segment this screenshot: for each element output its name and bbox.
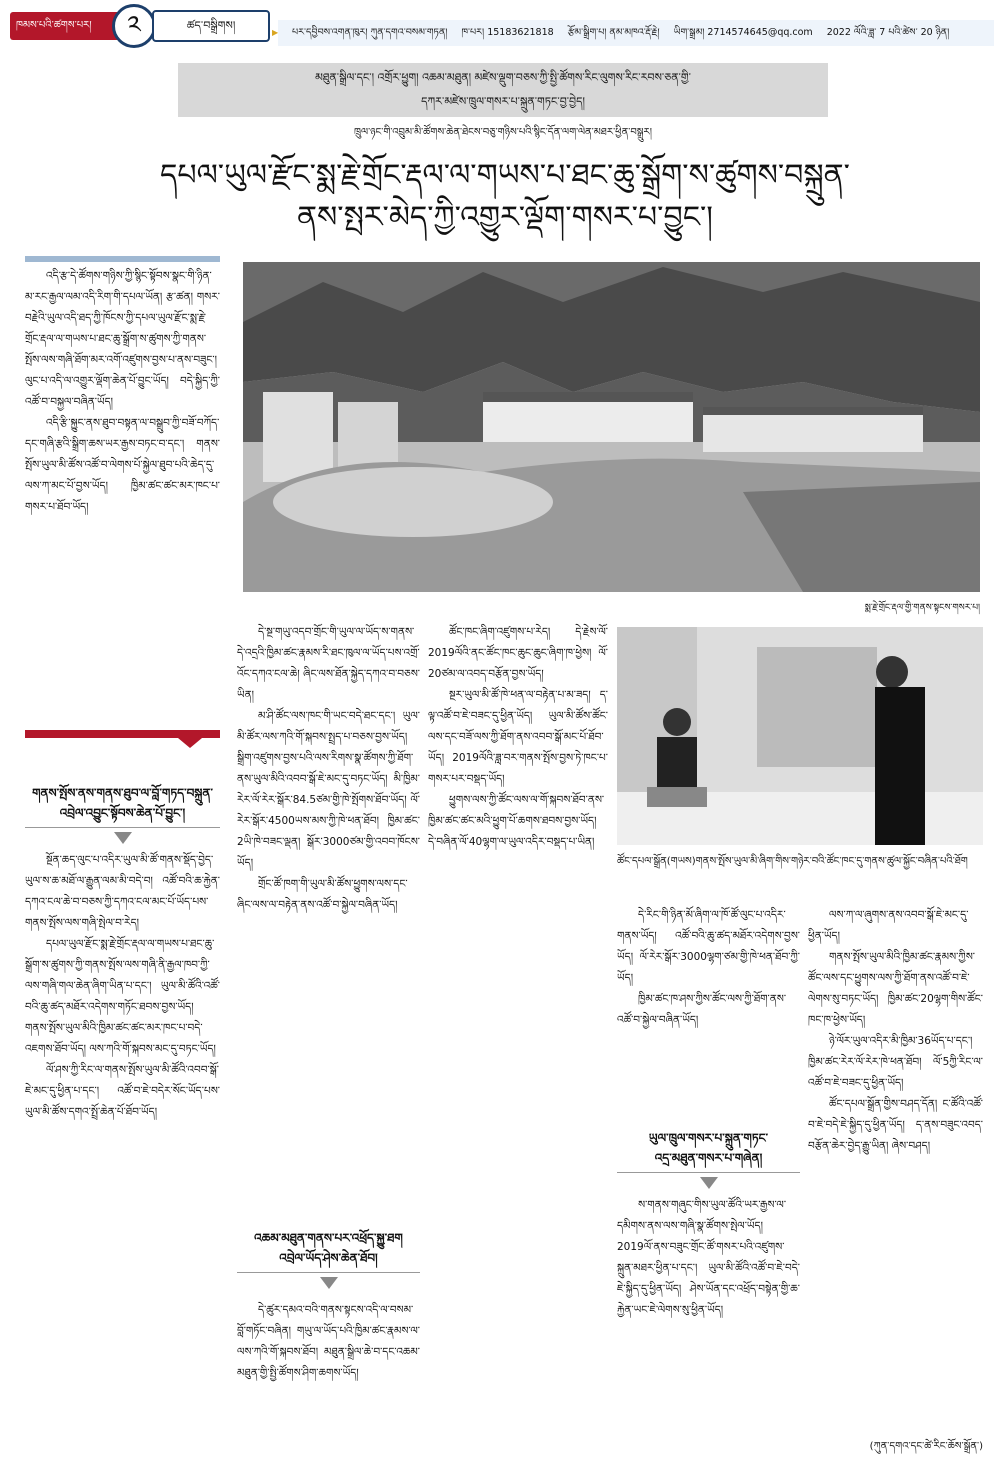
paper-name-tab: ཁམས་པའི་ཚགས་པར། <box>10 12 122 40</box>
paragraph: དེ་རིང་གི་ཉིན་མོ་ཞིག་ལ་ཁོ་ཚོ་ལུང་པ་འདིར་གནས་ཡོད། འཚོ་བའི་ཆུ་ཚད་མཐོར་འདེགས་བྱས་ཡོད། ལོ་རེར་སྒོར་3000ལྷག་ཙམ་གྱི་ཁེ་ཕན་ཐོབ་ཀྱི་ཡོད། <box>617 909 800 984</box>
subheadline: ཁྲུལ་ཉང་གི་འབྲུམ་མི་ཚོགས་ཆེན་ཐེངས་བཅུ་གཉིས་པའི་སྙིང་དོན་ལག་ལེན་མཐར་ཕྱིན་བསྒྲུར། <box>354 127 652 138</box>
sidebar-notch <box>178 738 202 748</box>
paragraph: ཕྱུགས་ལས་ཀྱི་ཚོང་ལས་ལ་གོ་སྐབས་ཐོབ་ནས་ཁྱིམ་ཚང་ཚང་མའི་ཕྱུག་པོ་ཆགས་ཐབས་བྱས་ཡོད། དེ་བཞིན་ལོ་40ལྷག་ལ་ཡུལ་འདིར་བསྡད་པ་ཡིན། <box>428 794 605 848</box>
author-credit: (ཀུན་དགའ་དང་ཚེ་རིང་ཆོས་སྒྲོན་) <box>869 1441 983 1452</box>
header-info-bar <box>278 20 994 46</box>
triangle-marker-icon <box>700 1177 718 1189</box>
page-number: ༢ <box>112 4 156 48</box>
column-4b <box>617 1195 800 1445</box>
column-5 <box>808 905 983 1430</box>
triangle-marker-icon <box>114 832 132 844</box>
heading-line: འདྲ་མཐུན་གསར་པ་གཞེན། <box>654 1151 763 1165</box>
paragraph: འདི་རྩ་དེ་ཚོགས་གཉིས་ཀྱི་སྙིང་སྟོབས་སྣང་གི་ཉིན་མ་རང་རྒྱལ་ལམ་འདི་རིག་གི་དཔལ་ཡོན། རྩ་ཚན། གསར་བརྗེའི་ཡུལ་འདི་ཐད་ཀྱི་ཁོངས་ཀྱི་དཔལ་ཡུལ་རྫོང་སྨ་རྗེ་གྲོང་རྡལ་ལ་གཡས་པ་ཐང་ཆུ་སྒྲོག་ས་ཚུགས་ཀྱི་གནས་སྤོས་ལས་གཞི་ཐོག་མར་འགོ་འཛུགས་བྱས་པ་ནས་བཟུང་། ལུང་པ་འདི་ལ་འགྱུར་ལྡོག་ཆེན་པོ་བྱུང་ཡོད། བདེ་སྐྱིད་ཀྱི་འཚོ་བ་བསྐྱལ་བཞིན་ཡོད། <box>25 270 220 408</box>
headline <box>120 155 890 239</box>
arrow-icon: ▶ <box>272 28 279 37</box>
section-heading <box>237 1228 420 1273</box>
paragraph: གནས་སྤོས་ཡུལ་མིའི་ཁྱིམ་ཚང་རྣམས་ཀྱིས་ཚོང་ལས་དང་ཕྱུགས་ལས་ཀྱི་ཐོག་ནས་འཚོ་བ་ཇེ་ལེགས་སུ་བཏང་ཡོད། ཁྱིམ་ཚང་20ལྷག་གིས་ཚོང་ཁང་ཁ་ཕྱེས་ཡོད། <box>808 951 983 1026</box>
paragraph: དེ་ཚུར་དམའ་བའི་གནས་སྟངས་འདི་ལ་བསམ་བློ་གཏོང་བཞིན། གཡུ་ལ་ཡོད་པའི་ཁྱིམ་ཚང་རྣམས་ལ་ལས་ཀའི་གོ་སྐབས་ཐོབ། མཐུན་སྒྲིལ་ཆེ་བ་དང་འཆམ་མཐུན་གྱི་སྤྱི་ཚོགས་ཤིག་ཆགས་ཡོད། <box>237 1304 420 1379</box>
paragraph: སྔོན་ཆད་ལུང་པ་འདིར་ཡུལ་མི་ཚོ་གནས་སྡོད་བྱེད་ཡུལ་ས་ཆ་མཐོ་ལ་རྒྱུན་ལམ་མི་བདེ་བ། འཚོ་བའི་ཆ་རྐྱེན་དཀའ་ངལ་ཆེ་བ་བཅས་ཀྱི་དཀའ་ངལ་མང་པོ་ཡོད་པས་གནས་སྤོས་ལས་གཞི་སྤེལ་བ་རེད། <box>25 854 220 929</box>
date-info: 2022 ལོའི་ཟླ་ 7 པའི་ཚེས་ 20 ཉིན། <box>826 27 950 38</box>
photo-caption: ཚོང་དཔལ་སྒྲོན(གཡས)གནས་སྤོས་ཡུལ་མི་ཞིག་གིས་གཉེར་བའི་ཚོང་ཁང་དུ་གནས་ཚུལ་སྐྱོང་བཞིན་པའི་ཐོག <box>617 856 968 867</box>
headline-line: དཔལ་ཡུལ་རྫོང་སྨ་རྗེ་གྲོང་རྡལ་ལ་གཡས་པ་ཐང་ཆུ་སྒྲོག་ས་ཚུགས་བསྐྲུན་ <box>160 158 850 193</box>
sidebar-top-bar <box>25 256 220 262</box>
editor-info: པར་དབྱིབས་འགན་ཁུར། ཀུན་དགའ་བསམ་གཏན། <box>292 27 448 38</box>
col2-heading-block <box>237 1228 420 1289</box>
column-3 <box>428 622 608 1445</box>
shop-photo <box>617 627 983 845</box>
column-2 <box>237 622 420 1212</box>
paragraph: འདི་རྩི་སྐྱུང་ནས་ཐུབ་བསྟན་ལ་བསྒྲུབ་ཀྱི་བཟོ་བཀོད་དང་གཞི་རྩའི་སྒྲིག་ཆས་ཡར་རྒྱས་བཏང་བ་དང་། གནས་སྤོས་ཡུལ་མི་ཚོས་འཚོ་བ་ལེགས་པོ་སྐྱེལ་ཐུབ་པའི་ཆེད་དུ་ལས་ཀ་མང་པོ་བྱས་ཡོད། ཁྱིམ་ཚང་ཚང་མར་ཁང་པ་གསར་པ་ཐོབ་ཡོད། <box>25 417 220 513</box>
paragraph: སྔར་ཡུལ་མི་ཚོ་ཁེ་ཕན་ལ་བརྟེན་པ་མ་ཟད། ད་ལྟ་འཚོ་བ་ཇེ་བཟང་དུ་ཕྱིན་ཡོད། ཡུལ་མི་ཚོས་ཚོང་ལས་དང་བཟོ་ལས་ཀྱི་ཐོག་ནས་འབབ་སྒོ་མང་པོ་ཐོབ་ཡོད། 2019ལོའི་ཟླ་བར་གནས་སྤོས་བྱས་ཏེ་ཁང་པ་གསར་པར་བསྡད་ཡོད། <box>428 689 608 785</box>
paragraph: ཚོང་ཁང་ཞིག་འཛུགས་པ་རེད། དེ་རྗེས་ལོ་2019ལོའི་ནང་ཚོང་ཁང་ཆུང་ཆུང་ཞིག་ཁ་ཕྱེས། ལོ་20ཙམ་ལ་འབད་བརྩོན་བྱས་ཡོད། <box>428 626 608 680</box>
phone-info: ཁ་པར། 15183621818 <box>461 27 554 38</box>
section-heading <box>617 1128 800 1173</box>
column-2b <box>237 1300 420 1445</box>
paragraph: དེ་སྔ་གཡུ་འདབ་གྲོང་གི་ཡུལ་ལ་ཡོད་ས་གནས་དེ་འདྲའི་ཁྱིམ་ཚང་རྣམས་རི་ཐང་ཁུལ་ལ་ཡོད་པས་འགྲོ་འོང་དཀའ་ངལ་ཆེ། ཞིང་ལས་ཐོན་སྐྱེད་དཀའ་བ་བཅས་ཡིན། <box>237 626 420 701</box>
headline-line: ནས་སྤར་མེད་ཀྱི་འགྱུར་ལྡོག་གསར་པ་བྱུང་། <box>297 200 713 235</box>
sidebar-text <box>25 266 220 726</box>
paragraph: གྲོང་ཚོ་ཁག་གི་ཡུལ་མི་ཚོས་ཕྱུགས་ལས་དང་ཞིང་ལས་ལ་བརྟེན་ནས་འཚོ་བ་སྐྱེལ་བཞིན་ཡོད། <box>237 878 408 911</box>
col1-heading-block <box>25 783 220 844</box>
col4-heading-block <box>617 1128 800 1189</box>
paragraph: ཁྱིམ་ཚང་ཁ་ཤས་ཀྱིས་ཚོང་ལས་ཀྱི་ཐོག་ནས་འཚོ་བ་སྐྱེལ་བཞིན་ཡོད། <box>617 993 787 1026</box>
section-label: ཚད་བསྒྲིགས། <box>152 10 270 42</box>
deck-line: མཐུན་སྒྲིལ་དང་། འགྲོར་ཕྱུག། འཆམ་མཐུན། མཛེས་ལྡུག་བཅས་ཀྱི་སྤྱི་ཚོགས་རིང་ལུགས་རིང་རབས་ཅན་གྱི་ <box>315 71 691 84</box>
paragraph: ས་གནས་གཞུང་གིས་ཡུལ་ཚོའི་ཡར་རྒྱས་ལ་དམིགས་ནས་ལས་གཞི་སྣ་ཚོགས་སྤེལ་ཡོད། 2019ལོ་ནས་བཟུང་གྲོང་ཚོ་གསར་པའི་འཛུགས་སྐྲུན་མཐར་ཕྱིན་པ་དང་། ཡུལ་མི་ཚོའི་འཚོ་བ་ཇེ་བདེ་ཇེ་སྐྱིད་དུ་ཕྱིན་ཡོད། ཤེས་ཡོན་དང་འཕྲོད་བསྟེན་གྱི་ཆ་རྐྱེན་ཡང་ཇེ་ལེགས་སུ་ཕྱིན་ཡོད། <box>617 1199 800 1316</box>
heading-line: འབྲེལ་ཡོད་ཤེས་ཆེན་ཐོབ། <box>279 1251 378 1265</box>
triangle-marker-icon <box>320 1277 338 1289</box>
column-4 <box>617 905 800 1120</box>
paragraph: དཔལ་ཡུལ་རྫོང་སྨ་རྗེ་གྲོང་རྡལ་ལ་གཡས་པ་ཐང་ཆུ་སྒྲོག་ས་ཚུགས་ཀྱི་གནས་སྤོས་ལས་གཞི་ནི་རྒྱལ་ཁབ་ཀྱི་ལས་གཞི་གལ་ཆེན་ཞིག་ཡིན་པ་དང་། ཡུལ་མི་ཚོའི་འཚོ་བའི་ཆུ་ཚད་མཐོར་འདེགས་གཏོང་ཐབས་བྱས་ཡོད། གནས་སྤོས་ཡུལ་མིའི་ཁྱིམ་ཚང་ཚང་མར་ཁང་པ་བདེ་འཇགས་ཐོབ་ཡོད། ལས་ཀའི་གོ་སྐབས་མང་དུ་བཏང་ཡོད། <box>25 938 220 1055</box>
paragraph: ལས་ཀ་ལ་ཞུགས་ནས་འབབ་སྒོ་ཇེ་མང་དུ་ཕྱིན་ཡོད། <box>808 909 969 942</box>
section-heading <box>25 783 220 828</box>
deck-line: དཀར་མཛེས་ཁྲུལ་གསར་པ་སྐྲུན་གཏང་བྱ་བྱེད། <box>421 95 585 108</box>
village-photo <box>243 262 980 592</box>
heading-line: འབྲེལ་འབྱུང་སྟོབས་ཆེན་པོ་བྱུང་། <box>59 806 186 820</box>
heading-line: ཡུལ་ཁྲུལ་གསར་པ་སྐྲུན་གཏང་ <box>648 1131 769 1145</box>
photo-caption: སྨ་རྗེ་གྲོང་རྡལ་གྱི་གནས་སྟངས་གསར་པ། <box>864 603 980 613</box>
sidebar-bottom-bar <box>25 730 220 738</box>
heading-line: འཆམ་མཐུན་གནས་པར་འཕྲོད་སྐྱུ་ཐག <box>254 1231 403 1245</box>
paragraph: ཚོང་དཔལ་སྒྲོན་གྱིས་བཤད་དོན། ང་ཚོའི་འཚོ་བ་ཇེ་བདེ་ཇེ་སྐྱིད་དུ་ཕྱིན་ཡོད། ད་ནས་བཟུང་འབད་བརྩོན་ཆེར་བྱེད་རྒྱུ་ཡིན། ཞེས་བཤད། <box>808 1098 983 1152</box>
paragraph: མ་ཤི་ཚོང་ལས་ཁང་གི་ཡང་བདེ་ཐང་དང་། ཡུལ་མི་ཚོར་ལས་ཀའི་གོ་སྐབས་སྤྲད་པ་བཅས་བྱས་ཡོད། སྒྲིག་འཛུགས་བྱས་པའི་ལས་རིགས་སྣ་ཚོགས་ཀྱི་ཐོག་ནས་ཡུལ་མིའི་འབབ་སྒོ་ཇེ་མང་དུ་བཏང་ཡོད། མི་ཁྱིམ་རེར་ལོ་རེར་སྒོར་84.5ཙམ་གྱི་ཁེ་སྤོགས་ཐོབ་ཡོད། ལོ་རེར་སྒོར་4500ཡས་མས་ཀྱི་ཁེ་ཕན་ཐོབ། ཁྱིམ་ཚང་2ཡི་ཁེ་བཟང་ལྡན། སྒོར་3000ཙམ་གྱི་འབབ་ཁོངས་ཡོད། <box>237 710 420 869</box>
deck-box <box>178 63 828 117</box>
column-1 <box>25 850 220 1445</box>
compiler-info: རྩོམ་སྒྲིག་པ། ནམ་མཁའ་རྡོ་རྗེ། <box>567 27 660 38</box>
paragraph: ལོ་ཤས་ཀྱི་རིང་ལ་གནས་སྤོས་ཡུལ་མི་ཚོའི་འབབ་སྒོ་ཇེ་མང་དུ་ཕྱིན་པ་དང་། འཚོ་བ་ཇེ་བདེར་སོང་ཡོད་པས་ཡུལ་མི་ཚོས་དགའ་སྤྲོ་ཆེན་པོ་ཐོབ་ཡོད། <box>25 1064 220 1118</box>
paragraph: ཉེ་ལོར་ཡུལ་འདིར་མི་ཁྱིམ་36ཡོད་པ་དང་། ཁྱིམ་ཚང་རེར་ལོ་རེར་ཁེ་ཕན་ཐོབ། ལོ་5ཀྱི་རིང་ལ་འཚོ་བ་ཇེ་བཟང་དུ་ཕྱིན་ཡོད། <box>808 1035 983 1089</box>
email-info: ཡིག་སྒྲམ། 2714574645@qq.com <box>673 27 813 38</box>
heading-line: གནས་སྤོས་ནས་གནས་ཐུབ་ལ་བློ་གཏད་བསྐྲུན་ <box>32 786 213 800</box>
